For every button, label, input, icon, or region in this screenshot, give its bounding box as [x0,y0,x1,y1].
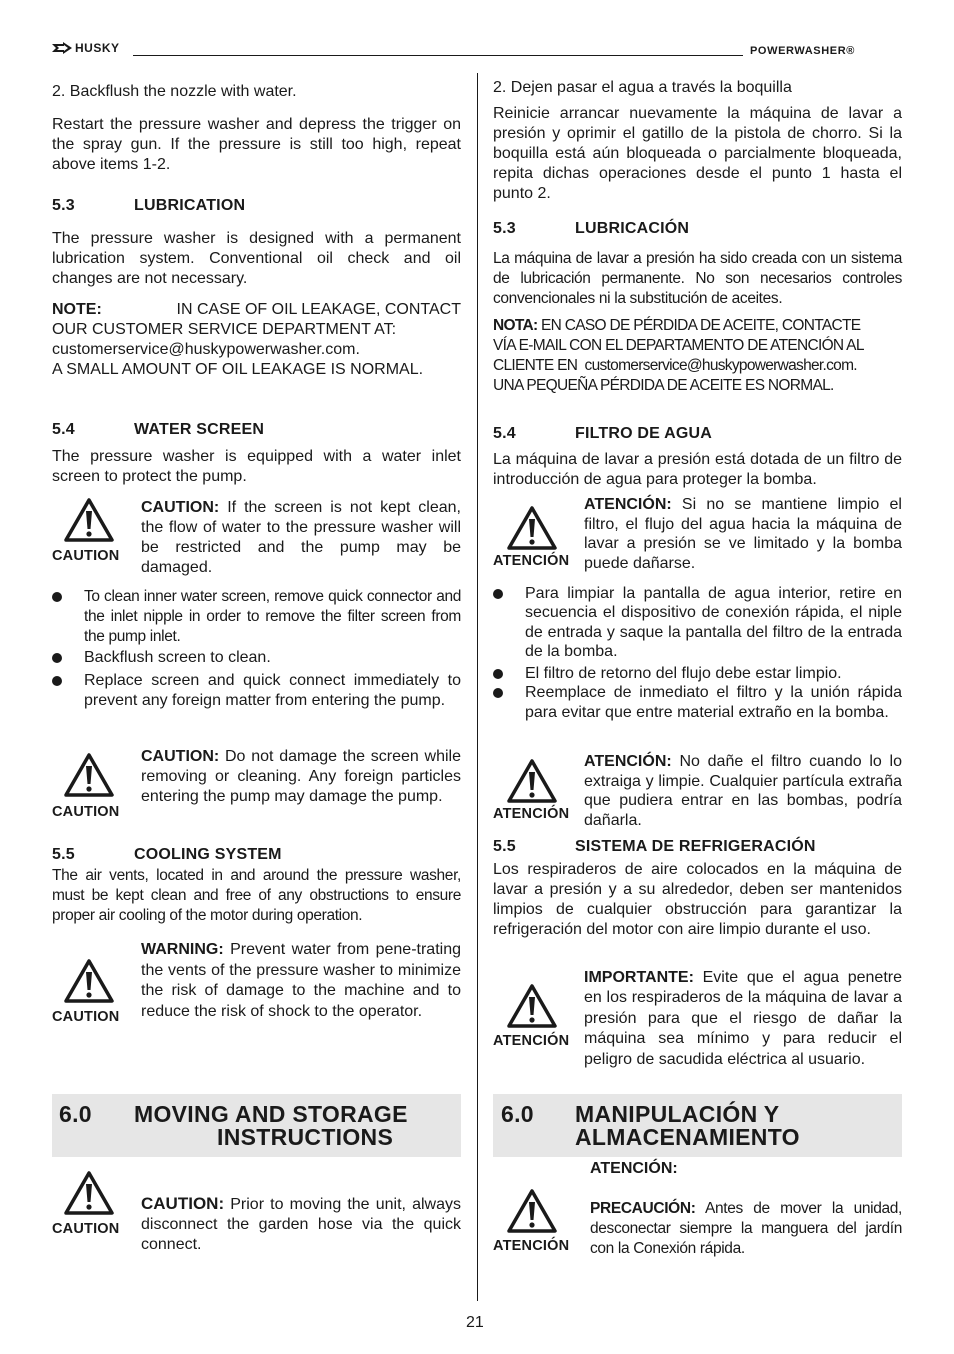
brand-name: HUSKY [75,41,120,55]
warning-triangle-icon [506,1188,558,1234]
caution-title: CAUTION: [141,499,220,516]
note-line: UNA PEQUEÑA PÉRDIDA DE ACEITE ES NORMAL. [493,377,834,394]
section-title-line-2: INSTRUCTIONS [217,1124,394,1150]
warning-triangle-icon [506,983,558,1029]
section-title-line-1: MOVING AND STORAGE [134,1101,408,1127]
caution-body: Si no se mantiene limpio el filtro, el flujo del agua hacia la máquina de lavar a presión se ve limitado y la bomba puede dañarse. [584,496,902,573]
header-rule [133,55,743,56]
note-line: CLIENTE EN [493,357,578,374]
section-number: 6.0 [59,1101,92,1127]
caution-title: ATENCIÓN: [584,753,672,770]
list-item: El filtro de retorno del flujo debe estar limpio. [525,665,842,682]
warning-triangle-icon [506,758,558,804]
bullet-icon [52,592,62,602]
section-6-0-banner [52,1094,461,1157]
cooling-text: Los respiraderos de aire colocados en la máquina de lavar a presión y a su alrededor, deben ser mantenidos limpios de cualquier obstrucción para garantizar la refrigeración del motor con aire limpio durante el uso. [493,861,902,938]
caution-body: Antes de mover la unidad, desconectar siempre la manguera del jardín con la Conexión rápida. [590,1200,902,1257]
section-5-3-heading [52,197,245,215]
product-name: POWERWASHER® [750,45,855,57]
caution-title: PRECAUCIÓN: [590,1200,696,1217]
husky-arrow-icon [52,42,72,54]
cooling-text: The air vents, located in and around the pressure washer, must be kept clean and free of any obstructions to ensure proper air cooling of the motor during operation. [52,867,461,924]
section-number: 5.5 [493,838,516,855]
section-title: SISTEMA DE REFRIGERACIÓN [575,838,816,855]
section-number: 5.3 [52,197,75,214]
list-item: Reemplace de inmediato el filtro y la unión rápida para evitar que entre material extraño en la bomba. [525,684,902,721]
caution-filter-text [584,495,902,574]
list-item: To clean inner water screen, remove quick connector and the inlet nipple in order to remove the filter screen from the pump inlet. [84,588,461,645]
section-title-line-2: ALMACENAMIENTO [575,1124,800,1150]
section-number: 5.4 [493,425,516,442]
note-line: A SMALL AMOUNT OF OIL LEAKAGE IS NORMAL. [52,361,424,378]
section-5-5-heading [493,838,816,856]
restart-text: Reinicie arrancar nuevamente la máquina de lavar a presión y oprimir el gatillo de la pistola de chorro. Si la boquilla está aún bloqueada o parcialmente bloqueada, repita dichas operaciones desde el punto 1 hasta el punto 2. [493,105,902,202]
warning-body: Prevent water from pene-trating the vents of the pressure washer to minimize the risk of damage to the machine and to reduce the risk of shock to the operator. [141,941,461,1020]
caution-title: CAUTION: [141,1194,225,1213]
note-line: EN CASO DE PÉRDIDA DE ACEITE, CONTACTE [541,317,861,334]
warning-triangle-icon [506,505,558,551]
note-label: NOTE: [52,301,102,318]
caution-body: If the screen is not kept clean, the flow of water to the pressure washer will be restricted and the pump may be damaged. [141,499,461,576]
note-line: VÍA E-MAIL CON EL DEPARTAMENTO DE ATENCIÓN AL [493,337,864,354]
section-title: COOLING SYSTEM [134,846,282,863]
caution-label: ATENCIÓN [493,1238,570,1254]
bullet-icon [493,669,503,679]
caution-body: Do not damage the screen while removing or cleaning. Any foreign particles entering the pump may damage the pump. [141,748,462,805]
warning-title: WARNING: [141,941,224,958]
section-5-3-heading [493,220,689,238]
warning-vents-text [141,940,461,1022]
section-title: LUBRICACIÓN [575,220,690,237]
note-line: IN CASE OF OIL LEAKAGE, CONTACT [176,301,461,318]
section-title: WATER SCREEN [134,421,265,438]
section-6-0-banner [493,1094,902,1157]
caution-moving-text [590,1199,902,1259]
section-number: 5.4 [52,421,75,438]
caution-label: ATENCIÓN [493,553,570,569]
caution-label: CAUTION [52,1221,120,1237]
caution-moving-text [141,1194,461,1255]
caution-title: CAUTION: [141,748,220,765]
note-email: customerservice@huskypowerwasher.com. [52,341,360,358]
section-title: FILTRO DE AGUA [575,425,713,442]
note-label: NOTA: [493,317,538,334]
note-line: OUR CUSTOMER SERVICE DEPARTMENT AT: [52,321,397,338]
caution-label: ATENCIÓN [493,806,570,822]
important-body: Evite que el agua penetre en los respiraderos de la máquina de lavar a presión para que el riesgo de dañar la máquina sea mínimo y para reducir el peligro de sacudida eléctrica al usuario. [584,969,902,1068]
water-screen-text: The pressure washer is equipped with a water inlet screen to protect the pump. [52,448,461,485]
caution-label: CAUTION [52,804,120,820]
section-title-line-1: MANIPULACIÓN Y [575,1101,780,1127]
column-divider [477,73,478,1301]
restart-text: Restart the pressure washer and depress the trigger on the spray gun. If the pressure is still too high, repeat above items 1-2. [52,116,461,173]
water-filter-text: La máquina de lavar a presión está dotada de un filtro de introducción de agua para proteger la bomba. [493,451,902,488]
caution-damage-text [584,752,902,831]
step-2: 2. Backflush the nozzle with water. [52,83,297,100]
caution-label: ATENCIÓN [493,1033,570,1049]
page-number: 21 [466,1314,484,1331]
section-5-4-heading [493,425,712,443]
caution-body: Prior to moving the unit, always disconnect the garden hose via the quick connect. [141,1196,461,1253]
caution-label: CAUTION [52,548,120,564]
caution-label: CAUTION [52,1009,120,1025]
section-5-4-heading [52,421,264,439]
cleaning-steps-list [52,587,461,727]
oil-leak-note [52,300,461,380]
warning-triangle-icon [63,752,115,798]
cleaning-steps-list [493,584,902,744]
lubrication-text: La máquina de lavar a presión ha sido creada con un sistema de lubricación permanente. No son necesarios controles convencionales ni la substitución de aceites. [493,250,902,307]
section-title: LUBRICATION [134,197,246,214]
list-item: Replace screen and quick connect immediately to prevent any foreign matter from entering the pump. [84,672,461,709]
section-number: 6.0 [501,1101,534,1127]
section-number: 5.5 [52,846,75,863]
oil-leak-note [493,316,902,396]
list-item: Backflush screen to clean. [84,649,271,666]
warning-triangle-icon [63,1170,115,1216]
caution-screen-text [141,498,461,578]
lubrication-text: The pressure washer is designed with a permanent lubrication system. Conventional oil check and oil changes are not necessary. [52,230,461,287]
section-number: 5.3 [493,220,516,237]
atencion-heading: ATENCIÓN: [590,1160,678,1177]
bullet-icon [493,589,503,599]
bullet-icon [493,688,503,698]
note-email: customerservice@huskypowerwasher.com. [584,357,857,374]
caution-body: No dañe el filtro cuando lo lo extraiga y limpie. Cualquier partícula extraña que pudiera entrar en las bombas, podría dañarla. [584,753,903,830]
warning-triangle-icon [63,497,115,543]
section-5-5-heading [52,846,282,864]
step-2: 2. Dejen pasar el agua a través la boquilla [493,79,792,96]
bullet-icon [52,676,62,686]
important-vents-text [584,968,902,1070]
warning-triangle-icon [63,958,115,1004]
husky-logo [52,41,120,55]
caution-title: ATENCIÓN: [584,496,672,513]
important-title: IMPORTANTE: [584,969,694,986]
list-item: Para limpiar la pantalla de agua interior, retire en secuencia el dispositivo de conexión rápida, el niple de entrada y saque la pantalla del filtro de la entrada de la bomba. [525,585,902,660]
caution-damage-text [141,747,461,807]
bullet-icon [52,653,62,663]
